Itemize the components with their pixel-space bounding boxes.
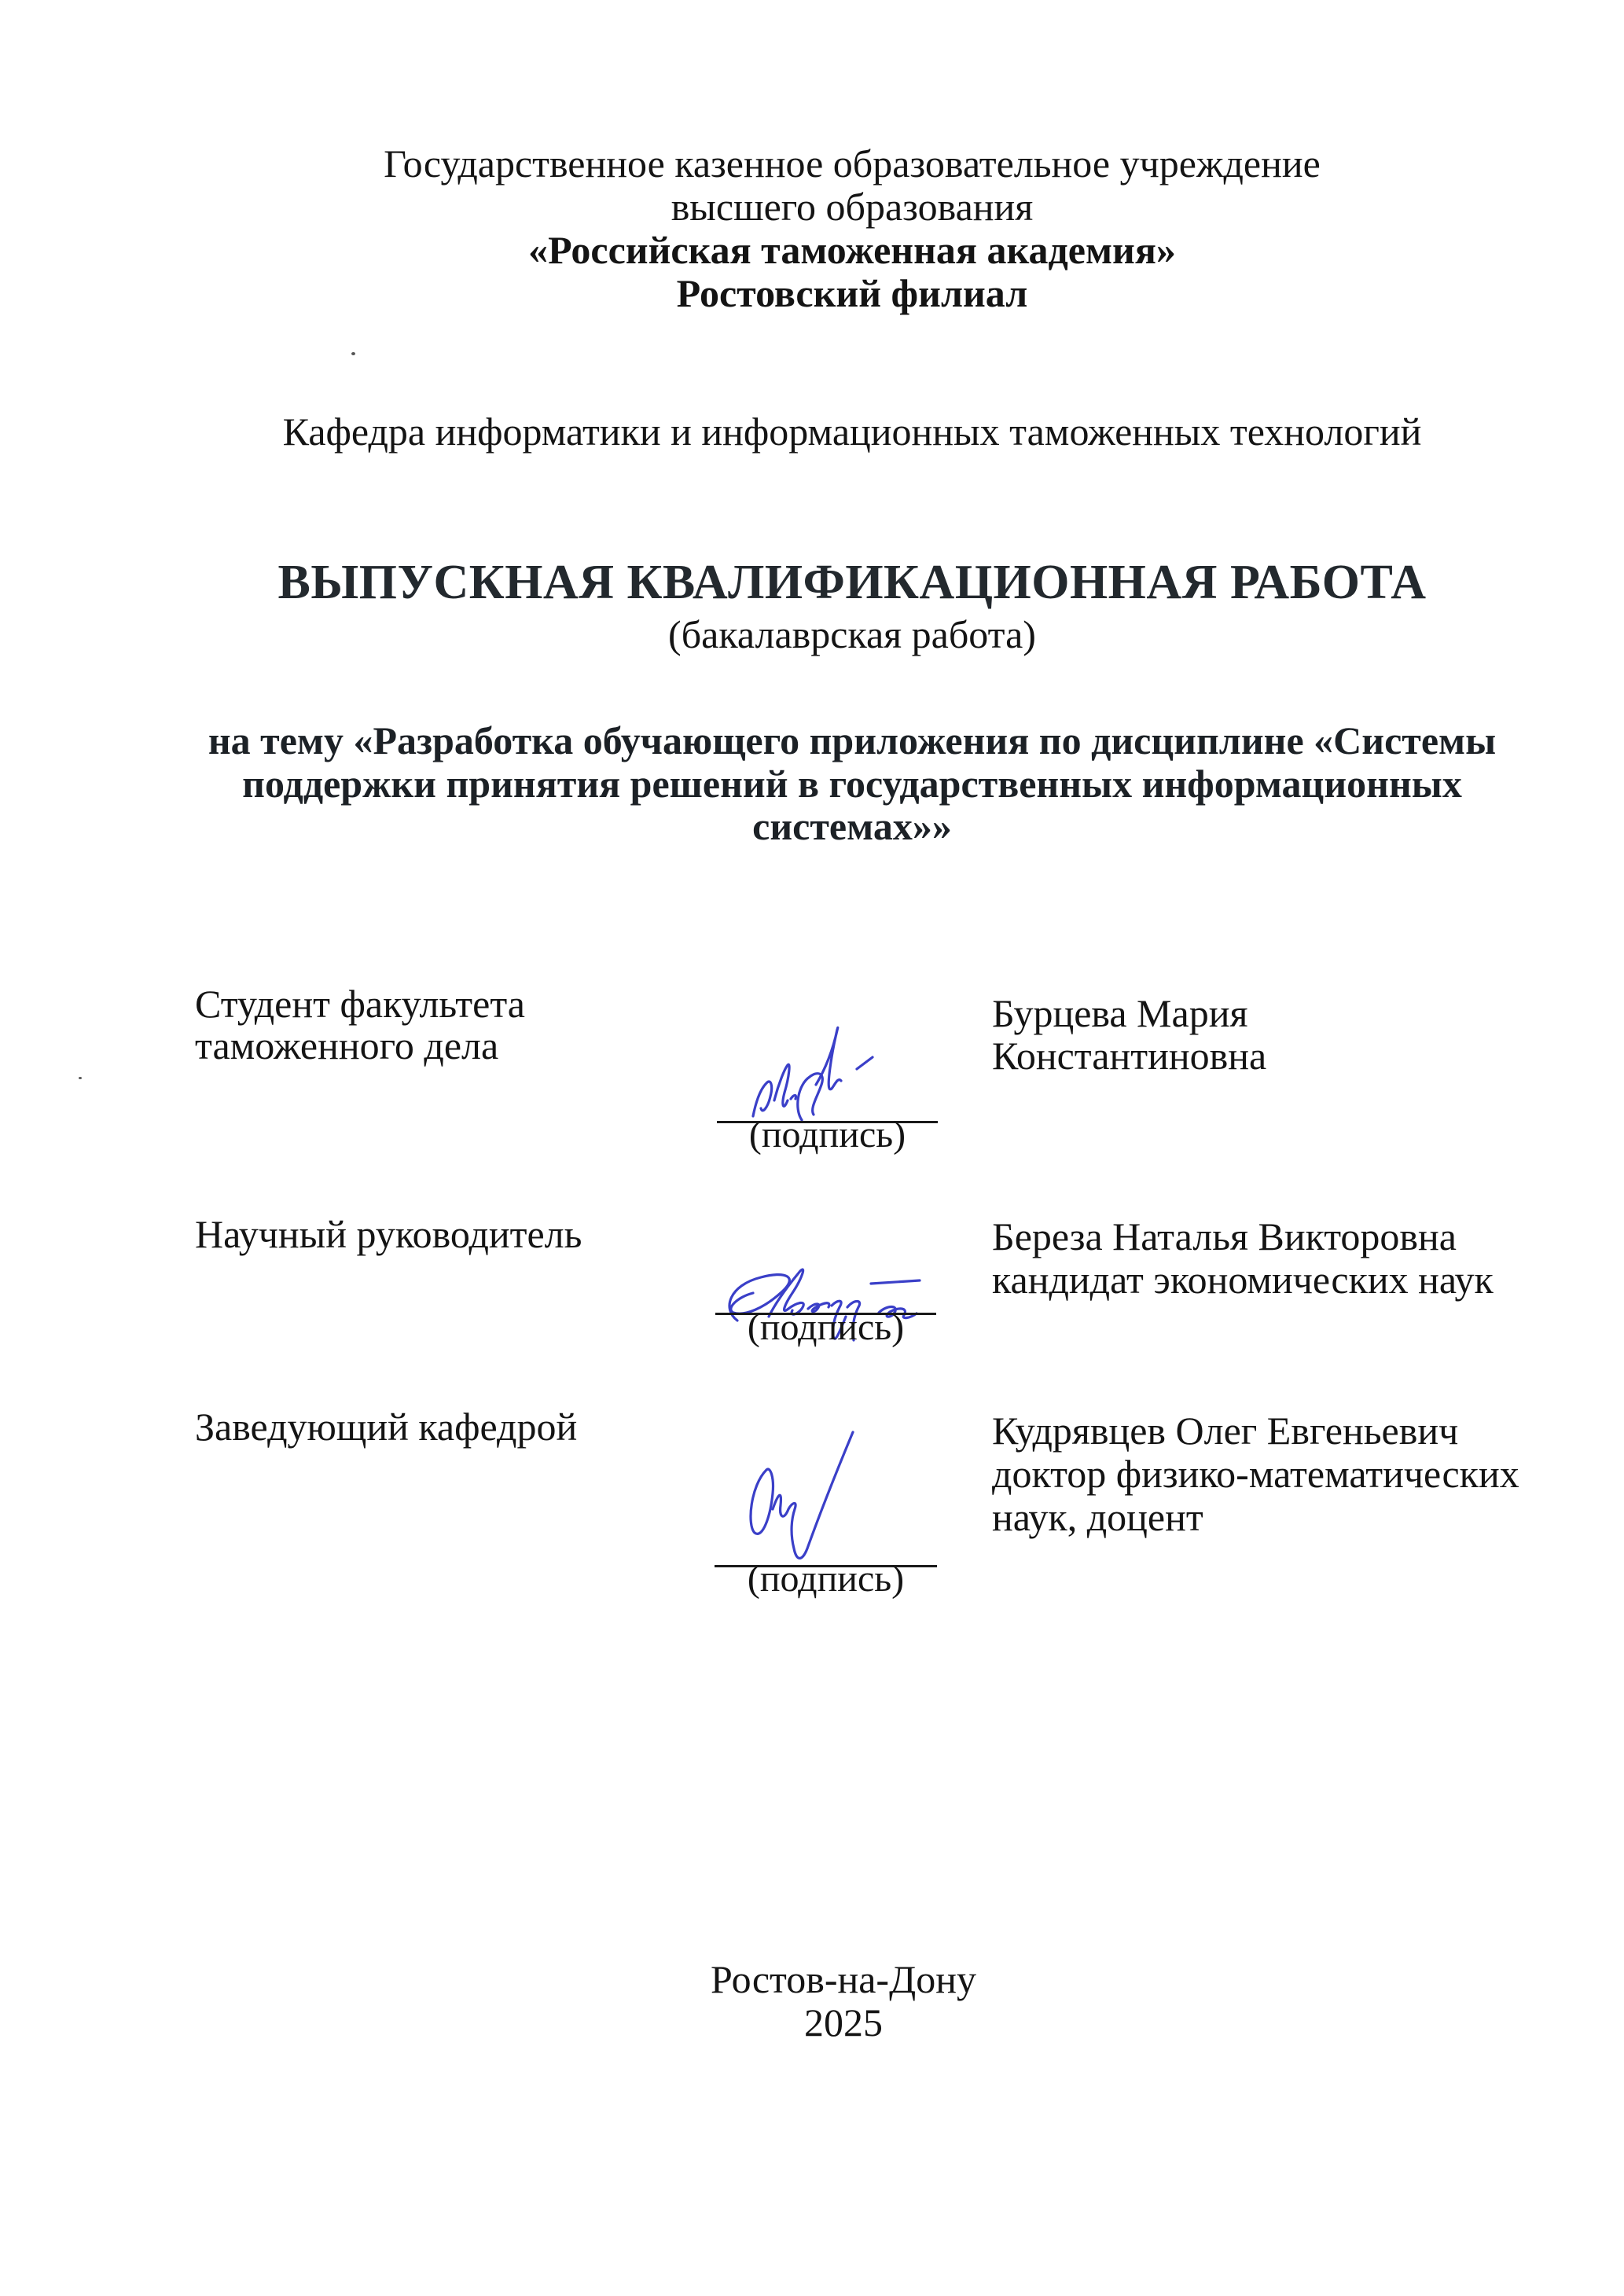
- name-line: кандидат экономических наук: [992, 1258, 1494, 1302]
- name-line: Бурцева Мария: [992, 991, 1248, 1035]
- student-signature: [739, 1022, 928, 1128]
- city: Ростов-на-Дону: [711, 1957, 976, 2001]
- institution-line-1: Государственное казенное образовательное учреждение: [384, 141, 1321, 186]
- name-line: Константиновна: [992, 1034, 1267, 1078]
- institution-line-2: высшего образования: [671, 185, 1034, 229]
- topic-line-2: поддержки принятия решений в государственных информационных: [242, 762, 1462, 806]
- scan-speck: [79, 1077, 82, 1079]
- scan-speck: [351, 352, 355, 355]
- signature-caption: (подпись): [747, 1306, 905, 1348]
- year: 2025: [804, 2000, 883, 2044]
- role-line: таможенного дела: [195, 1023, 499, 1067]
- head-signature: [735, 1431, 892, 1568]
- department-name: Кафедра информатики и информационных таможенных технологий: [282, 410, 1422, 454]
- topic-line-1: на тему «Разработка обучающего приложения по дисциплине «Системы: [208, 718, 1497, 762]
- name-line: Кудрявцев Олег Евгеньевич: [992, 1409, 1459, 1453]
- role-line: Студент факультета: [195, 982, 525, 1026]
- work-subtitle: (бакалаврская работа): [668, 612, 1036, 656]
- name-line: наук, доцент: [992, 1495, 1203, 1539]
- topic-line-3: системах»»: [752, 804, 952, 848]
- role-line: Заведующий кафедрой: [195, 1405, 578, 1449]
- name-line: Береза Наталья Викторовна: [992, 1214, 1457, 1258]
- signature-caption: (подпись): [748, 1114, 906, 1155]
- name-line: доктор физико-математических: [992, 1452, 1519, 1496]
- role-line: Научный руководитель: [195, 1212, 582, 1256]
- academy-name: «Российская таможенная академия»: [528, 228, 1176, 272]
- work-title: ВЫПУСКНАЯ КВАЛИФИКАЦИОННАЯ РАБОТА: [277, 556, 1427, 609]
- signature-caption: (подпись): [747, 1558, 905, 1600]
- branch-name: Ростовский филиал: [676, 271, 1028, 315]
